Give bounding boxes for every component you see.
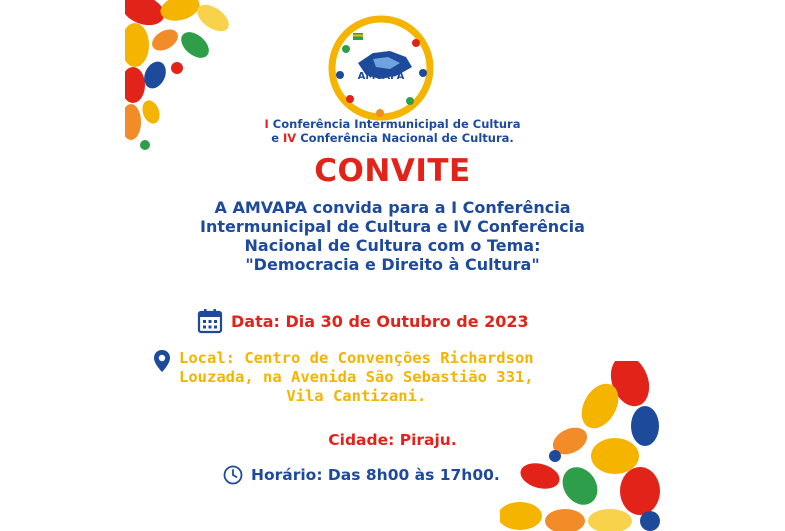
event-city: Cidade: Piraju. [328,431,457,449]
roman-numeral-i: I [264,117,269,131]
event-location [153,349,534,406]
logo-text: AMVAPA [357,71,405,82]
event-date [197,308,529,334]
event-time [223,465,500,485]
event-location-line: Louzada, na Avenida São Sebastião 331, [179,368,534,386]
event-date-text: Data: Dia 30 de Outubro de 2023 [231,311,529,331]
conference-title [125,117,660,145]
clock-icon [223,465,243,485]
invitation-text [125,198,660,274]
event-location-line: Vila Cantizani. [286,387,427,405]
conference-title-line-1-text: Conferência Intermunicipal de Cultura [268,117,521,131]
conference-title-line-1 [125,117,660,131]
conference-title-line-2 [125,131,660,145]
roman-numeral-iv: IV [283,131,297,145]
invitation-line: "Democracia e Direito à Cultura" [245,255,540,274]
conference-title-line-2-text: Conferência Nacional de Cultura. [296,131,514,145]
conference-title-line-2-prefix: e [271,131,284,145]
event-time-text: Horário: Das 8h00 às 17h00. [251,466,500,484]
calendar-icon [197,308,223,334]
invitation-line: Nacional de Cultura com o Tema: [244,236,541,255]
amvapa-logo [328,15,434,121]
invitation-heading: CONVITE [314,153,471,189]
invitation-line: A AMVAPA convida para a I Conferência [214,198,571,217]
amvapa-logo-graphic [328,15,434,121]
invitation-line: Intermunicipal de Cultura e IV Conferência [200,217,585,236]
map-pin-icon [153,349,171,373]
event-location-line: Local: Centro de Convenções Richardson [179,349,534,367]
invitation-poster [125,0,660,531]
event-location-lines [179,349,534,406]
